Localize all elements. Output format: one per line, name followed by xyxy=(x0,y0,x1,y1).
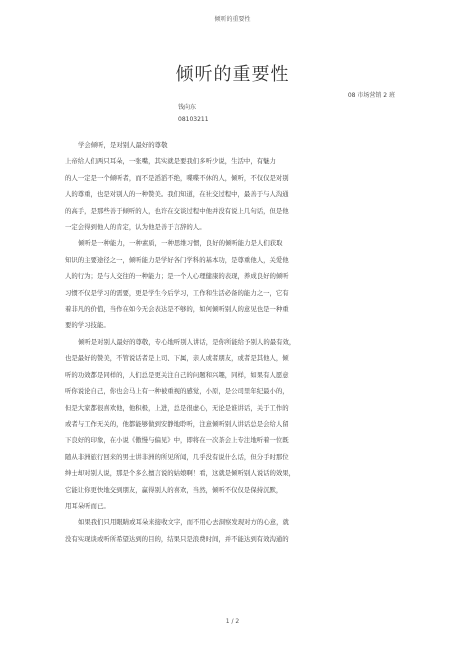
paragraph-line: 知识的主要途径之一，倾听能力是学好各门学科的基本功，是尊重他人，关爱他 xyxy=(65,255,289,264)
paragraph-line: 上帝给人们两只耳朵，一张嘴，其实就是要我们多听少说，生活中，有魅力 xyxy=(65,157,276,166)
paragraph-line: 如果我们只用眼睛或耳朵来接收文字，而不用心去洞察发现对方的心意，就 xyxy=(78,518,289,527)
paragraph-line: 要的学习技能。 xyxy=(65,321,110,330)
paragraph-line: 人的尊重，也是对别人的一种赞美。我们知道，在社交过程中，最善于与人沟通 xyxy=(65,190,289,199)
paragraph-line: 的高手，是那些善于倾听的人，也许在交谈过程中他并没有说上几句话，但是他 xyxy=(65,206,289,215)
paragraph-line: 的人一定是一个倾听者，而不是滔滔不绝，喋喋不休的人，倾听，不仅仅是对别 xyxy=(65,173,289,182)
paragraph-line: 也是最好的赞美，不管说话者是上司、下属，亲人或者朋友，或者是其他人，倾 xyxy=(65,354,289,363)
paragraph-line: 但是大家都很喜欢他，他积极，上进，总是很虚心，无论是谁讲话，关于工作的 xyxy=(65,403,289,412)
paragraph-line: 听你说论自己，你也会马上有一种被重视的感觉，小原，是公司里年纪最小的， xyxy=(65,387,289,396)
author-block xyxy=(178,102,209,126)
paragraph xyxy=(65,514,365,547)
paragraph xyxy=(65,334,365,514)
page-number: 1 / 2 xyxy=(225,618,240,625)
paragraph-line: 人的行为；是与人交往的一种能力；是一个人心理健康的表现，养成良好的倾听 xyxy=(65,272,289,281)
paragraph-line: 下良好的印象，在小说《傲慢与偏见》中，即将在一次茶会上专注地听着一位既 xyxy=(65,436,289,445)
document-title: 倾听的重要性 xyxy=(175,64,290,85)
paragraph-line: 倾听是对别人最好的尊敬，专心地听别人讲话，是你所能给予别人的最有效， xyxy=(78,337,296,346)
paragraph-line: 听的功效都是同样的，人们总是更关注自己的问题和兴趣，同样，如果有人愿意 xyxy=(65,370,289,379)
paragraph-line: 随从非洲旅行回来的男士讲非洲的所见所闻，几乎没有说什么话，但分手时那位 xyxy=(65,452,289,461)
student-id: 08103211 xyxy=(178,116,209,123)
paragraph-line: 或者与工作无关的，他都能够做到安静地聆听，注意倾听别人讲话总是会给人留 xyxy=(65,419,289,428)
paragraph-line: 用耳朵听而已。 xyxy=(65,501,110,510)
paragraph-line: 习惯不仅是学习的需要，更是学生今后学习，工作和生活必备的能力之一，它有 xyxy=(65,288,289,297)
paragraph-line: 绅士却对别人说，那是个多么擅言说的姑娘啊！看，这就是倾听别人说话的效果， xyxy=(65,469,296,478)
paragraph-line: 没有实现谈或听所希望达到的目的，结果只是浪费时间，并不能达到有效沟通的 xyxy=(65,534,289,543)
author-name: 钱向东 xyxy=(178,104,197,111)
paragraph-line: 学会倾听，是对别人最好的尊敬 xyxy=(78,141,168,149)
paragraph-line: 着非凡的价值，当作在如今无会表达是不够的，如何倾听别人的意见也是一种重 xyxy=(65,305,289,314)
paragraph xyxy=(65,137,365,235)
paragraph-line: 它能让你更快地交到朋友，赢得别人的喜欢，当然，倾听不仅仅是保持沉默， xyxy=(65,485,283,494)
running-header: 倾听的重要性 xyxy=(214,16,251,23)
paragraph-line: 倾听是一种能力，一种素质，一种思维习惯，良好的倾听能力是人们获取 xyxy=(78,239,283,248)
body-text xyxy=(65,137,365,547)
paragraph xyxy=(65,235,365,333)
class-info: 08 市场营销 2 班 xyxy=(347,92,395,99)
paragraph-line: 一定会得到他人的肯定，认为他是善于言辞的人。 xyxy=(65,223,206,232)
